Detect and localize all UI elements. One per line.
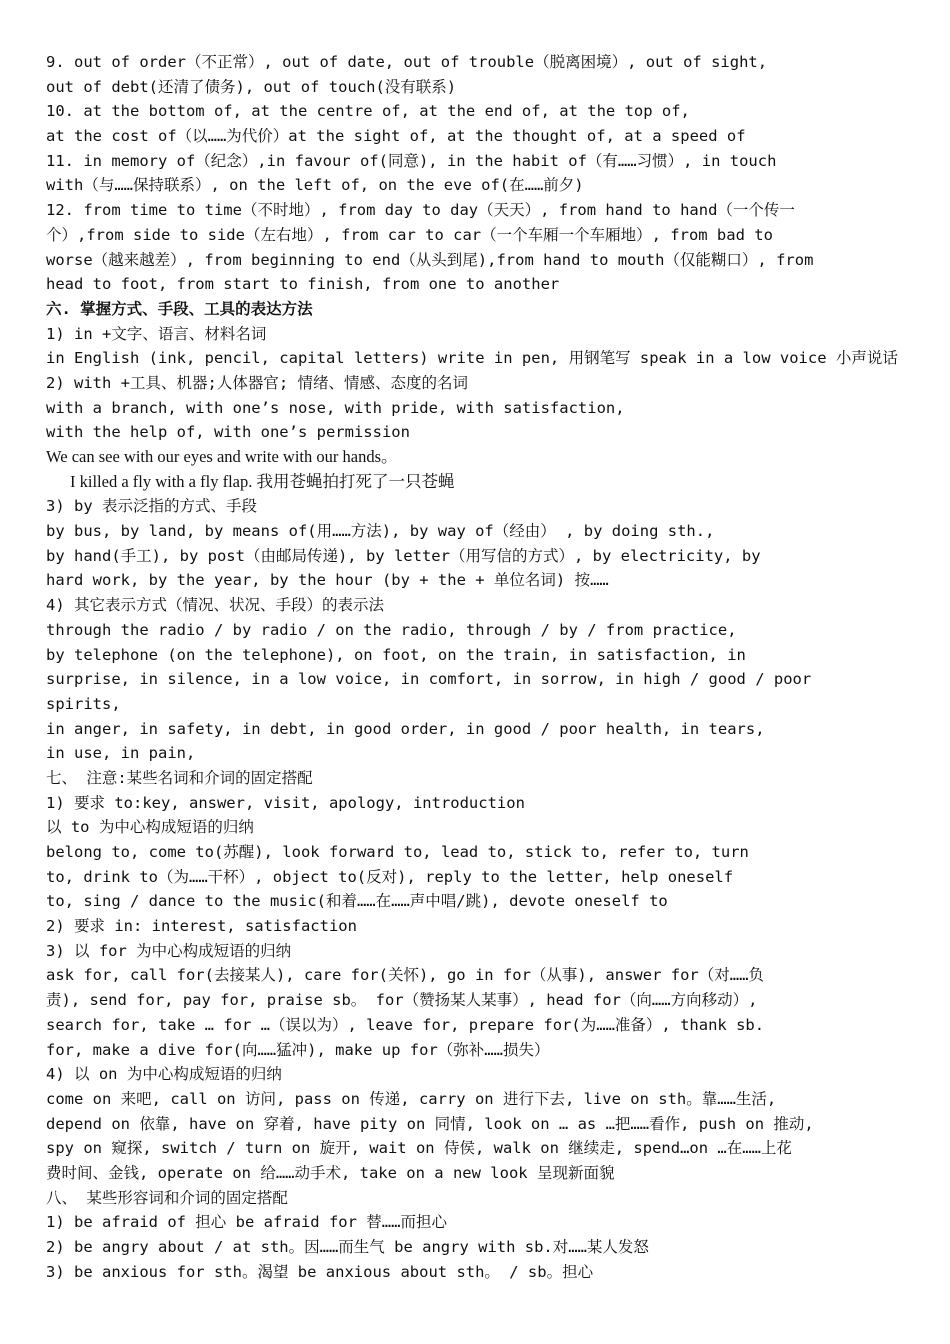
text-line: 9. out of order（不正常）, out of date, out of trouble（脱离困境）, out of sight, xyxy=(46,53,768,71)
text-line: 4) 其它表示方式（情况、状况、手段）的表示法 xyxy=(46,596,384,615)
text-line: ask for, call for(去接某人), care for(关怀), go in for（从事), answer for（对……负 xyxy=(46,966,764,985)
text-line: 1) be afraid of 担心 be afraid for 替……而担心 xyxy=(46,1213,447,1232)
text-line: in English (ink, pencil, capital letters) write in pen, 用钢笔写 speak in a low voice 小声说话 xyxy=(46,349,898,368)
text-line: in use, in pain, xyxy=(46,744,196,763)
text-line: out of debt(还清了债务), out of touch(没有联系) xyxy=(46,77,457,96)
text-line: with a branch, with one’s nose, with pride, with satisfaction, xyxy=(46,398,625,417)
text-line: to, drink to（为……干杯）, object to(反对), reply to the letter, help oneself xyxy=(46,867,734,886)
text-line: 个）,from side to side（左右地）, from car to car（一个车厢一个车厢地）, from bad to xyxy=(46,225,773,244)
text-line: to, sing / dance to the music(和着……在……声中唱/跳), devote oneself to xyxy=(46,892,668,911)
text-line: in anger, in safety, in debt, in good order, in good / poor health, in tears, xyxy=(46,719,765,738)
text-line: search for, take … for …（误以为）, leave for, prepare for(为……准备）, thank sb. xyxy=(46,1015,765,1034)
text-line: surprise, in silence, in a low voice, in comfort, in sorrow, in high / good / poor xyxy=(46,670,812,689)
text-line: by bus, by land, by means of(用……方法), by way of（经由） , by doing sth., xyxy=(46,522,715,541)
text-line: 4) 以 on 为中心构成短语的归纳 xyxy=(46,1065,282,1084)
text-line: 3) be anxious for sth。渴望 be anxious about sth。 / sb。担心 xyxy=(46,1262,594,1281)
text-line: I killed a fly with a fly flap. 我用苍蝇拍打死了一只苍蝇 xyxy=(70,471,455,491)
text-line: with（与……保持联系）, on the left of, on the eve of(在……前夕) xyxy=(46,176,584,195)
text-line: 六. 掌握方式、手段、工具的表达方法 xyxy=(46,299,313,318)
text-line: 3) by 表示泛指的方式、手段 xyxy=(46,497,257,516)
text-line: come on 来吧, call on 访问, pass on 传递, carry on 进行下去, live on sth。靠……生活, xyxy=(46,1089,777,1108)
text-line: by hand(手工), by post（由邮局传递), by letter（用写信的方式）, by electricity, by xyxy=(46,546,761,565)
text-line: 八、 某些形容词和介词的固定搭配 xyxy=(46,1188,288,1207)
text-line: 2) 要求 in: interest, satisfaction xyxy=(46,917,357,936)
text-line: 以 to 为中心构成短语的归纳 xyxy=(46,818,254,837)
text-line: with the help of, with one’s permission xyxy=(46,423,410,442)
text-line: for, make a dive for(向……猛冲), make up for（弥补……损失） xyxy=(46,1040,550,1059)
text-line: belong to, come to(苏醒), look forward to, lead to, stick to, refer to, turn xyxy=(46,843,749,861)
text-line: 2) with +工具、机器;人体器官; 情绪、情感、态度的名词 xyxy=(46,373,468,392)
text-line: 七、 注意:某些名词和介词的固定搭配 xyxy=(46,768,313,787)
text-line: 12. from time to time（不时地）, from day to day（天天）, from hand to hand（一个传一 xyxy=(46,201,795,220)
text-line: 费时间、金钱, operate on 给……动手术, take on a new look 呈现新面貌 xyxy=(46,1163,615,1182)
text-line: depend on 依靠, have on 穿着, have pity on 同情, look on … as …把……看作, push on 推动, xyxy=(46,1114,814,1133)
text-line: hard work, by the year, by the hour (by + the + 单位名词) 按…… xyxy=(46,571,609,590)
text-line: 2) be angry about / at sth。因……而生气 be angry with sb.对……某人发怒 xyxy=(46,1238,649,1256)
text-line: spirits, xyxy=(46,694,121,713)
text-line: 责), send for, pay for, praise sb。 for（赞扬某人某事）, head for（向……方向移动）, xyxy=(46,991,758,1010)
text-line: through the radio / by radio / on the radio, through / by / from practice, xyxy=(46,620,737,639)
text-line: at the cost of（以……为代价）at the sight of, at the thought of, at a speed of xyxy=(46,127,746,146)
text-line: 11. in memory of（纪念）,in favour of(同意), in the habit of（有……习惯）, in touch xyxy=(46,151,777,170)
text-line: 1) 要求 to:key, answer, visit, apology, introduction xyxy=(46,793,525,812)
text-line: by telephone (on the telephone), on foot, on the train, in satisfaction, in xyxy=(46,645,746,664)
text-line: 3) 以 for 为中心构成短语的归纳 xyxy=(46,941,292,960)
text-line: worse（越来越差）, from beginning to end（从头到尾),from hand to mouth（仅能糊口）, from xyxy=(46,250,814,269)
text-line: 1) in +文字、语言、材料名词 xyxy=(46,324,267,343)
text-line: spy on 窥探, switch / turn on 旋开, wait on 侍侯, walk on 继续走, spend…on …在……上花 xyxy=(46,1139,792,1158)
text-line: head to foot, from start to finish, from one to another xyxy=(46,275,560,294)
text-line: 10. at the bottom of, at the centre of, at the end of, at the top of, xyxy=(46,102,690,121)
document-page xyxy=(46,50,908,1284)
text-line: We can see with our eyes and write with our hands。 xyxy=(46,447,398,466)
